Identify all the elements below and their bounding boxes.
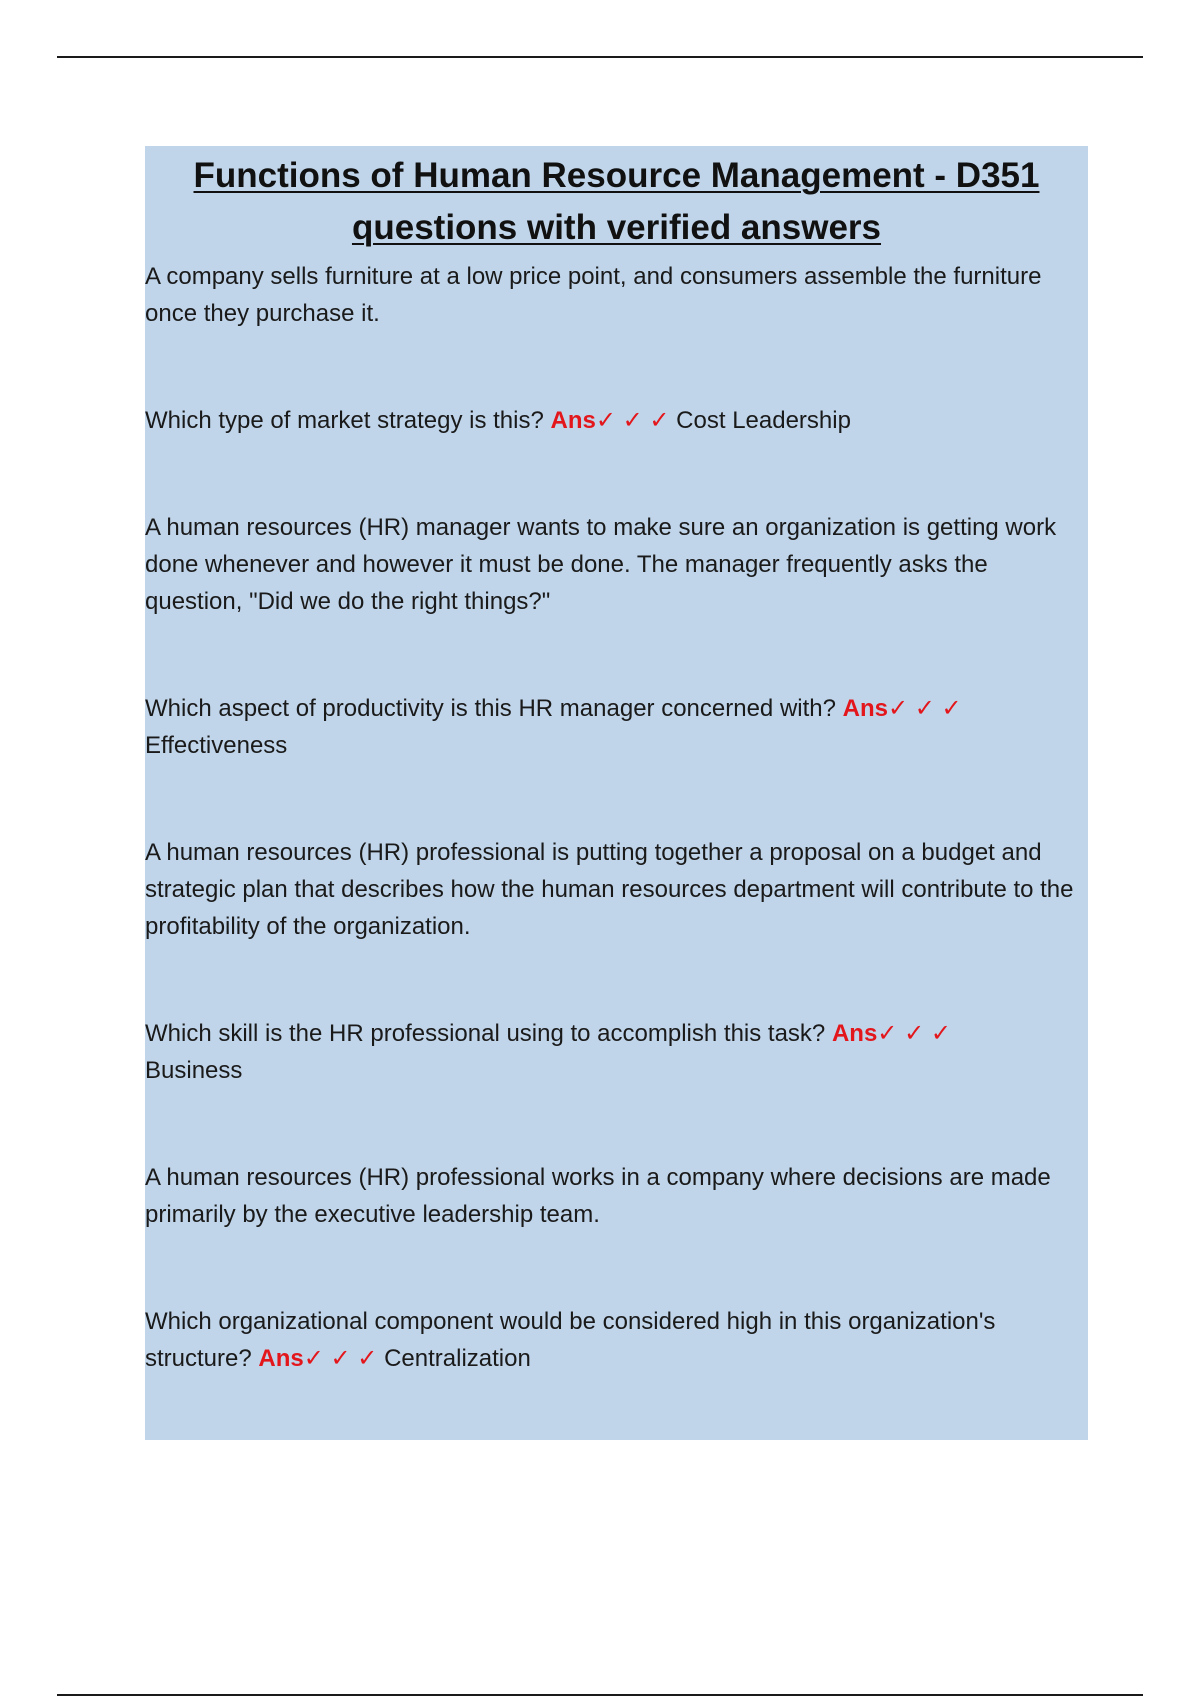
answer-marker: Ans bbox=[831, 1020, 878, 1047]
answer-text: Cost Leadership bbox=[676, 407, 851, 434]
check-marks-icon: ✓ ✓ ✓ bbox=[303, 1345, 378, 1372]
qa-item bbox=[145, 1159, 1088, 1377]
answer-text: Centralization bbox=[384, 1345, 531, 1372]
question-text: Which aspect of productivity is this HR manager concerned with? bbox=[145, 695, 836, 722]
answer-text: Effectiveness bbox=[145, 732, 288, 759]
qa-item bbox=[145, 834, 1088, 1159]
title-line-1: Functions of Human Resource Management - D351 bbox=[193, 156, 1040, 195]
question-text: Which skill is the HR professional using to accomplish this task? bbox=[145, 1020, 826, 1047]
question-line bbox=[145, 1303, 1088, 1377]
question-text: Which type of market strategy is this? bbox=[145, 407, 544, 434]
question-line bbox=[145, 1015, 1088, 1089]
scenario-text: A company sells furniture at a low price point, and consumers assemble the furniture once they purchase it. bbox=[145, 263, 1042, 327]
qa-list bbox=[145, 254, 1088, 1377]
check-marks-icon: ✓ ✓ ✓ bbox=[888, 695, 962, 722]
check-marks-icon: ✓ ✓ ✓ bbox=[877, 1020, 951, 1047]
qa-item bbox=[145, 509, 1088, 834]
document-title bbox=[145, 146, 1088, 254]
scenario-text: A human resources (HR) manager wants to make sure an organization is getting work done whenever and however it must be done. The manager frequently asks the question, "Did we do the right things?" bbox=[145, 514, 1057, 615]
answer-marker: Ans bbox=[258, 1345, 304, 1372]
qa-panel bbox=[145, 146, 1088, 1440]
answer-marker: Ans bbox=[842, 695, 888, 722]
qa-item bbox=[145, 258, 1088, 509]
question-text: Which organizational component would be considered high in this organization's structure? bbox=[145, 1308, 996, 1372]
top-rule bbox=[57, 56, 1143, 58]
title-line-2: questions with verified answers bbox=[351, 208, 882, 247]
answer-text: Business bbox=[145, 1057, 243, 1084]
scenario-text: A human resources (HR) professional is putting together a proposal on a budget and strategic plan that describes how the human resources department will contribute to the profitability of the organization. bbox=[145, 839, 1074, 940]
check-marks-icon: ✓ ✓ ✓ bbox=[595, 407, 670, 434]
answer-marker: Ans bbox=[550, 407, 596, 434]
scenario-text: A human resources (HR) professional works in a company where decisions are made primarily by the executive leadership team. bbox=[145, 1164, 1051, 1228]
question-line bbox=[145, 402, 1088, 439]
bottom-rule bbox=[57, 1694, 1143, 1696]
question-line bbox=[145, 690, 1088, 764]
